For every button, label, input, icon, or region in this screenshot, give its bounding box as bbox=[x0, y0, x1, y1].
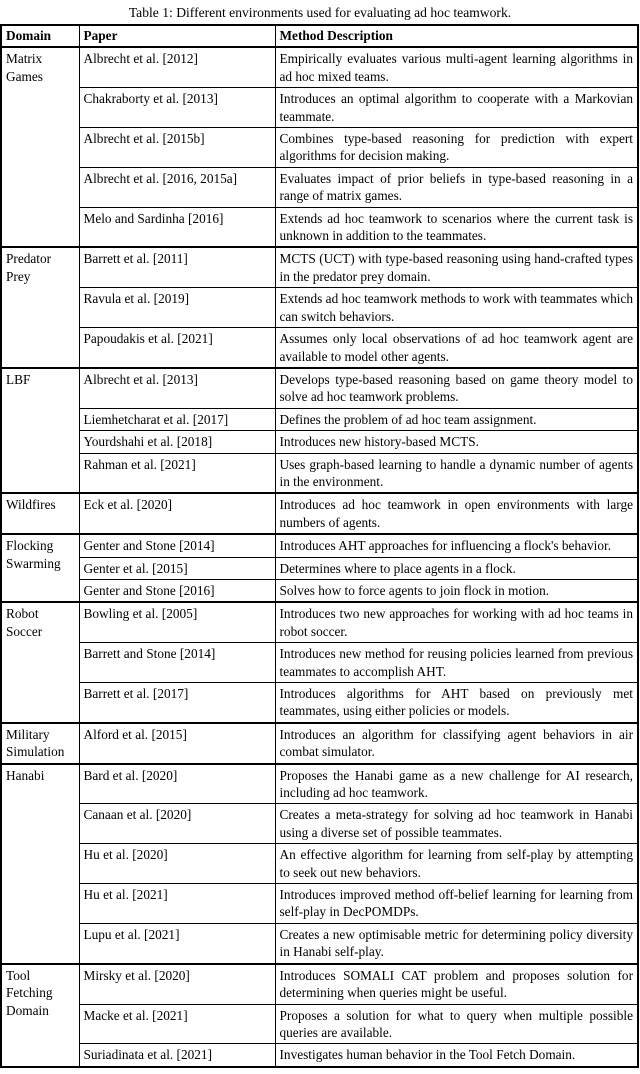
paper-citation-cell: Bowling et al. [2005] bbox=[79, 602, 275, 642]
paper-citation-cell: Barrett and Stone [2014] bbox=[79, 643, 275, 683]
table-row bbox=[1, 247, 638, 287]
method-description-cell: Proposes the Hanabi game as a new challenge for AI research, including ad hoc teamwork. bbox=[275, 764, 638, 804]
method-description-cell: Uses graph-based learning to handle a dynamic number of agents in the environment. bbox=[275, 453, 638, 493]
table-row bbox=[1, 643, 638, 683]
method-description-cell: Defines the problem of ad hoc team assignment. bbox=[275, 408, 638, 430]
paper-citation-cell: Albrecht et al. [2015b] bbox=[79, 128, 275, 168]
table-row bbox=[1, 167, 638, 207]
paper-citation-cell: Melo and Sardinha [2016] bbox=[79, 207, 275, 247]
domain-cell: Wildfires bbox=[1, 493, 79, 534]
table-row bbox=[1, 368, 638, 408]
table-row bbox=[1, 844, 638, 884]
method-description-cell: Combines type-based reasoning for prediction with expert algorithms for decision making. bbox=[275, 128, 638, 168]
table-row bbox=[1, 431, 638, 453]
method-description-cell: Introduces new method for reusing policies learned from previous teammates to accomplish AHT. bbox=[275, 643, 638, 683]
table-row bbox=[1, 453, 638, 493]
table-row bbox=[1, 1004, 638, 1044]
paper-citation-cell: Suriadinata et al. [2021] bbox=[79, 1044, 275, 1067]
paper-citation-cell: Barrett et al. [2011] bbox=[79, 247, 275, 287]
table-row bbox=[1, 328, 638, 368]
table-row bbox=[1, 47, 638, 87]
table-row bbox=[1, 579, 638, 602]
column-header-method-description: Method Description bbox=[275, 25, 638, 47]
table-row bbox=[1, 923, 638, 963]
domain-cell: Predator Prey bbox=[1, 247, 79, 367]
method-description-cell: Introduces AHT approaches for influencing a flock's behavior. bbox=[275, 534, 638, 557]
paper-citation-cell: Hu et al. [2020] bbox=[79, 844, 275, 884]
paper-citation-cell: Liemhetcharat et al. [2017] bbox=[79, 408, 275, 430]
method-description-cell: Introduces ad hoc teamwork in open environments with large numbers of agents. bbox=[275, 493, 638, 534]
table-row bbox=[1, 288, 638, 328]
paper-citation-cell: Papoudakis et al. [2021] bbox=[79, 328, 275, 368]
table-row bbox=[1, 764, 638, 804]
paper-citation-cell: Bard et al. [2020] bbox=[79, 764, 275, 804]
paper-citation-cell: Rahman et al. [2021] bbox=[79, 453, 275, 493]
method-description-cell: Introduces two new approaches for working with ad hoc teams in robot soccer. bbox=[275, 602, 638, 642]
domain-cell: Tool Fetching Domain bbox=[1, 964, 79, 1067]
method-description-cell: Introduces new history-based MCTS. bbox=[275, 431, 638, 453]
method-description-cell: Introduces SOMALI CAT problem and proposes solution for determining when queries might be useful. bbox=[275, 964, 638, 1004]
method-description-cell: Introduces an algorithm for classifying agent behaviors in air combat simulator. bbox=[275, 723, 638, 764]
domain-cell: Flocking Swarming bbox=[1, 534, 79, 602]
method-description-cell: Empirically evaluates various multi-agent learning algorithms in ad hoc mixed teams. bbox=[275, 47, 638, 87]
table-header-row bbox=[1, 25, 638, 47]
paper-citation-cell: Albrecht et al. [2016, 2015a] bbox=[79, 167, 275, 207]
table-row bbox=[1, 884, 638, 924]
method-description-cell: Solves how to force agents to join flock in motion. bbox=[275, 579, 638, 602]
paper-citation-cell: Macke et al. [2021] bbox=[79, 1004, 275, 1044]
method-description-cell: MCTS (UCT) with type-based reasoning using hand-crafted types in the predator prey domain. bbox=[275, 247, 638, 287]
table-row bbox=[1, 683, 638, 723]
paper-citation-cell: Genter and Stone [2016] bbox=[79, 579, 275, 602]
method-description-cell: Creates a new optimisable metric for determining policy diversity in Hanabi self-play. bbox=[275, 923, 638, 963]
method-description-cell: Extends ad hoc teamwork methods to work with teammates which can switch behaviors. bbox=[275, 288, 638, 328]
paper-citation-cell: Genter et al. [2015] bbox=[79, 557, 275, 579]
paper-citation-cell: Lupu et al. [2021] bbox=[79, 923, 275, 963]
method-description-cell: Proposes a solution for what to query when multiple possible queries are available. bbox=[275, 1004, 638, 1044]
paper-citation-cell: Genter and Stone [2014] bbox=[79, 534, 275, 557]
method-description-cell: Determines where to place agents in a flock. bbox=[275, 557, 638, 579]
paper-citation-cell: Hu et al. [2021] bbox=[79, 884, 275, 924]
method-description-cell: Introduces algorithms for AHT based on previously met teammates, using either policies or models. bbox=[275, 683, 638, 723]
table-row bbox=[1, 1044, 638, 1067]
domain-cell: Hanabi bbox=[1, 764, 79, 964]
table-row bbox=[1, 88, 638, 128]
paper-citation-cell: Yourdshahi et al. [2018] bbox=[79, 431, 275, 453]
table-row bbox=[1, 557, 638, 579]
method-description-cell: An effective algorithm for learning from self-play by attempting to seek out new behaviors. bbox=[275, 844, 638, 884]
method-description-cell: Introduces improved method off-belief learning for learning from self-play in DecPOMDPs. bbox=[275, 884, 638, 924]
paper-citation-cell: Albrecht et al. [2012] bbox=[79, 47, 275, 87]
method-description-cell: Introduces an optimal algorithm to cooperate with a Markovian teammate. bbox=[275, 88, 638, 128]
table-row bbox=[1, 408, 638, 430]
environments-table bbox=[0, 24, 639, 1068]
paper-citation-cell: Eck et al. [2020] bbox=[79, 493, 275, 534]
method-description-cell: Extends ad hoc teamwork to scenarios where the current task is unknown in addition to the teammates. bbox=[275, 207, 638, 247]
table-row bbox=[1, 964, 638, 1004]
method-description-cell: Develops type-based reasoning based on game theory model to solve ad hoc teamwork problems. bbox=[275, 368, 638, 408]
table-row bbox=[1, 207, 638, 247]
paper-citation-cell: Canaan et al. [2020] bbox=[79, 804, 275, 844]
paper-citation-cell: Mirsky et al. [2020] bbox=[79, 964, 275, 1004]
table-row bbox=[1, 602, 638, 642]
method-description-cell: Assumes only local observations of ad hoc teamwork agent are available to model other agents. bbox=[275, 328, 638, 368]
domain-cell: Matrix Games bbox=[1, 47, 79, 247]
table-row bbox=[1, 493, 638, 534]
paper-citation-cell: Barrett et al. [2017] bbox=[79, 683, 275, 723]
table-row bbox=[1, 804, 638, 844]
domain-cell: Military Simulation bbox=[1, 723, 79, 764]
table-row bbox=[1, 723, 638, 764]
paper-citation-cell: Albrecht et al. [2013] bbox=[79, 368, 275, 408]
column-header-domain: Domain bbox=[1, 25, 79, 47]
table-caption: Table 1: Different environments used for evaluating ad hoc teamwork. bbox=[128, 5, 512, 20]
table-row bbox=[1, 534, 638, 557]
paper-citation-cell: Alford et al. [2015] bbox=[79, 723, 275, 764]
paper-citation-cell: Chakraborty et al. [2013] bbox=[79, 88, 275, 128]
domain-cell: LBF bbox=[1, 368, 79, 493]
table-row bbox=[1, 128, 638, 168]
column-header-paper: Paper bbox=[79, 25, 275, 47]
domain-cell: Robot Soccer bbox=[1, 602, 79, 722]
method-description-cell: Creates a meta-strategy for solving ad hoc teamwork in Hanabi using a diverse set of possible teammates. bbox=[275, 804, 638, 844]
method-description-cell: Investigates human behavior in the Tool Fetch Domain. bbox=[275, 1044, 638, 1067]
method-description-cell: Evaluates impact of prior beliefs in type-based reasoning in a range of matrix games. bbox=[275, 167, 638, 207]
paper-citation-cell: Ravula et al. [2019] bbox=[79, 288, 275, 328]
